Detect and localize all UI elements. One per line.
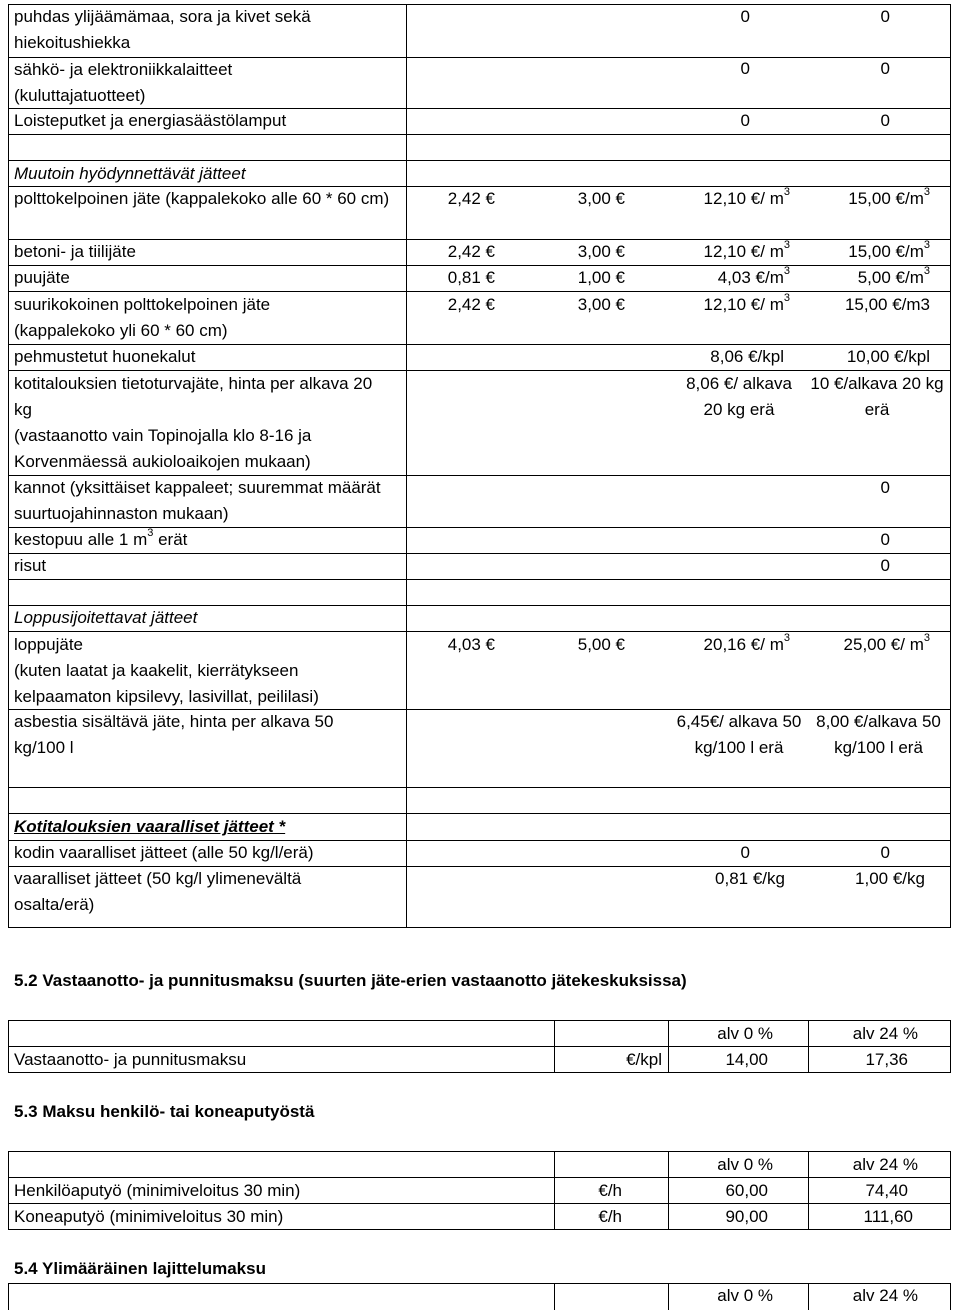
row-name: kodin vaaralliset jätteet (alle 50 kg/l/erä)	[14, 843, 314, 862]
row-name: sähkö- ja elektroniikkalaitteet (kuluttajatuotteet)	[14, 60, 233, 105]
header-alv24: alv 24 %	[852, 1024, 918, 1043]
section-title-5-3: 5.3 Maksu henkilö- tai koneaputyöstä	[14, 1102, 315, 1121]
section-heading: Loppusijoitettavat jätteet	[14, 608, 198, 627]
row-name: kannot (yksittäiset kappaleet; suuremmat määrät suurtuojahinnaston mukaan)	[14, 478, 381, 523]
header-alv24: alv 24 %	[852, 1286, 918, 1305]
price-3: 8,06 €/ alkava 20 kg erä	[686, 374, 792, 419]
row-name: puhdas ylijäämämaa, sora ja kivet sekä hiekoitushiekka	[14, 7, 311, 52]
price-1: 2,42 €	[447, 242, 495, 261]
row-note: (vastaanotto vain Topinojalla klo 8-16 ja Korvenmäessä aukioloaikojen mukaan)	[14, 426, 312, 471]
row-name: kestopuu alle 1 $m^3$ erät	[14, 527, 188, 549]
price-3: 12,10 €/ $m^3$	[703, 292, 790, 314]
row-name: risut	[14, 556, 47, 575]
value-alv0: 60,00	[725, 1181, 768, 1200]
row-note: (kuten laatat ja kaakelit, kierrätykseen kelpaamaton kipsilevy, lasivillat, peililasi)	[14, 661, 319, 706]
row-name: vaaralliset jätteet (50 kg/l ylimenevältä osalta/erä)	[14, 869, 302, 914]
value-alv24: 0	[880, 111, 890, 130]
row-name: asbestia sisältävä jäte, hinta per alkava 50 kg/100 l	[14, 712, 334, 757]
price-2: 1,00 €	[577, 268, 625, 287]
price-4: 15,00 €/m3	[844, 295, 930, 314]
price-2: 3,00 €	[577, 242, 625, 261]
value-alv0: 0	[740, 59, 750, 78]
header-alv0: alv 0 %	[717, 1286, 773, 1305]
section-title-5-4: 5.4 Ylimääräinen lajittelumaksu	[14, 1259, 266, 1278]
section-heading: Kotitalouksien vaaralliset jätteet *	[14, 817, 286, 836]
header-alv24: alv 24 %	[852, 1155, 918, 1174]
price-4: 10,00 €/kpl	[846, 347, 930, 366]
value-alv24: 0	[880, 843, 890, 862]
value-alv0: 0,81 €/kg	[715, 869, 785, 888]
price-2: 3,00 €	[577, 295, 625, 314]
section-heading: Muutoin hyödynnettävät jätteet	[14, 164, 246, 183]
section-title-5-2: 5.2 Vastaanotto- ja punnitusmaksu (suurten jäte-erien vastaanotto jätekeskuksissa)	[14, 971, 687, 990]
value-alv0: 90,00	[725, 1207, 768, 1226]
price-3: 8,06 €/kpl	[710, 347, 784, 366]
row-name: suurikokoinen polttokelpoinen jäte (kappalekoko yli 60 * 60 cm)	[14, 295, 271, 340]
price-4: 5,00 $€/m^3$	[857, 265, 930, 287]
value-alv24: 0	[880, 59, 890, 78]
price-3: 20,16 €/ $m^3$	[703, 632, 790, 654]
price-4: 8,00 €/alkava 50 kg/100 l erä	[816, 712, 941, 757]
value-alv0: 0	[740, 111, 750, 130]
row-name: polttokelpoinen jäte (kappalekoko alle 60 * 60 cm)	[14, 189, 390, 208]
price-4: 15,00 $€/m^3$	[848, 186, 930, 208]
value-alv24: 17,36	[865, 1050, 908, 1069]
row-name: pehmustetut huonekalut	[14, 347, 196, 366]
price-3: 6,45€/ alkava 50 kg/100 l erä	[676, 712, 802, 757]
price-1: 4,03 €	[447, 635, 495, 654]
price-1: 2,42 €	[447, 189, 495, 208]
value: 0	[880, 478, 890, 497]
unit: €/kpl	[626, 1050, 662, 1069]
value-alv0: 14,00	[725, 1050, 768, 1069]
price-1: 0,81 €	[447, 268, 495, 287]
unit: €/h	[598, 1181, 622, 1200]
price-3: 12,10 €/ $m^3$	[703, 186, 790, 208]
price-3: 12,10 €/ $m^3$	[703, 239, 790, 261]
row-name: Vastaanotto- ja punnitusmaksu	[14, 1050, 247, 1069]
value-alv0: 0	[740, 7, 750, 26]
price-3: 4,03 $€/m^3$	[717, 265, 790, 287]
row-name: Loisteputket ja energiasäästölamput	[14, 111, 287, 130]
row-name: betoni- ja tiilijäte	[14, 242, 136, 261]
header-alv0: alv 0 %	[717, 1155, 773, 1174]
price-4: 15,00 $€/m^3$	[848, 239, 930, 261]
price-2: 3,00 €	[577, 189, 625, 208]
header-alv0: alv 0 %	[717, 1024, 773, 1043]
value-alv24: 0	[880, 7, 890, 26]
price-4: 10 €/alkava 20 kg erä	[810, 374, 944, 419]
row-name: loppujäte	[14, 635, 84, 654]
price-2: 5,00 €	[577, 635, 625, 654]
value: 0	[880, 530, 890, 549]
value-alv24: 74,40	[865, 1181, 908, 1200]
price-4: 25,00 €/ $m^3$	[843, 632, 930, 654]
row-name: kotitalouksien tietoturvajäte, hinta per alkava 20 kg	[14, 374, 373, 419]
value: 0	[880, 556, 890, 575]
row-name: puujäte	[14, 268, 70, 287]
value-alv24: 1,00 €/kg	[855, 869, 925, 888]
row-name: Koneaputyö (minimiveloitus 30 min)	[14, 1207, 284, 1226]
unit: €/h	[598, 1207, 622, 1226]
price-1: 2,42 €	[447, 295, 495, 314]
value-alv24: 111,60	[863, 1207, 913, 1226]
value-alv0: 0	[740, 843, 750, 862]
row-name: Henkilöaputyö (minimiveloitus 30 min)	[14, 1181, 301, 1200]
